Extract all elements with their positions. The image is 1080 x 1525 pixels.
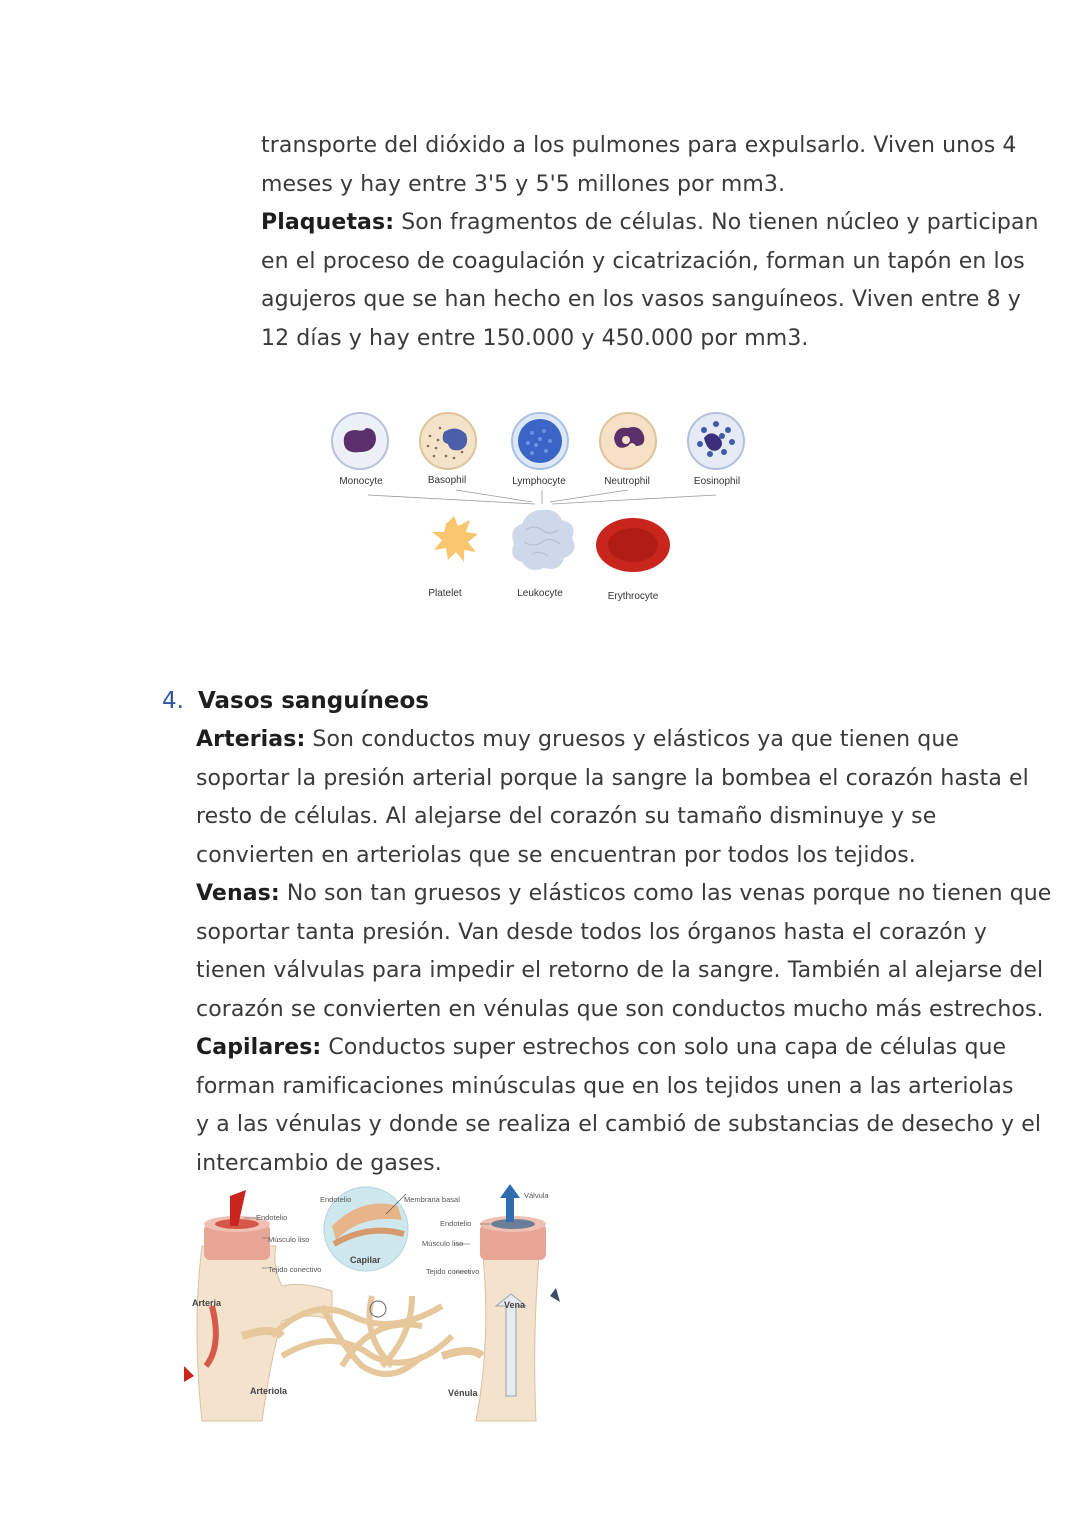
label-membrana-basal: Membrana basal	[404, 1195, 460, 1204]
label-musculo-liso-left: Músculo liso	[268, 1235, 310, 1244]
text-fragment: No son tan gruesos y elásticos como las venas porque no tienen que	[279, 881, 1052, 906]
text-fragment: Son conductos muy gruesos y elásticos ya que tienen que	[305, 727, 960, 752]
text-line	[196, 1029, 1051, 1068]
text-line: soportar la presión arterial porque la sangre la bombea el corazón hasta el	[196, 765, 1029, 791]
section-heading	[162, 688, 429, 714]
platelet-cell	[432, 516, 478, 562]
text-line: resto de células. Al alejarse del corazón su tamaño disminuye y se	[196, 804, 937, 829]
text-line: y a las vénulas y donde se realiza el cambió de substancias de desecho y el	[196, 1112, 1042, 1137]
blood-cells-figure	[320, 400, 760, 615]
term-venas: Venas:	[196, 881, 280, 906]
label-erythrocyte: Erythrocyte	[607, 591, 659, 602]
text-line: 12 días y hay entre 150.000 y 450.000 por mm3.	[261, 325, 809, 351]
term-arterias: Arterias:	[196, 727, 306, 752]
text-line: forman ramificaciones minúsculas que en los tejidos unen a las arteriolas	[196, 1073, 1014, 1099]
text-line: agujeros que se han hecho en los vasos sanguíneos. Viven entre 8 y	[261, 287, 1021, 312]
label-leukocyte: Leukocyte	[517, 588, 563, 599]
label-capilar: Capilar	[350, 1255, 381, 1265]
label-tejido-conectivo-left: Tejido conectivo	[268, 1265, 322, 1274]
connector-lines	[368, 490, 716, 504]
label-platelet: Platelet	[428, 588, 462, 599]
label-arteria: Arteria	[192, 1298, 222, 1308]
term-plaquetas: Plaquetas:	[261, 210, 395, 235]
text-line	[196, 721, 1051, 760]
section-number: 4.	[162, 688, 184, 714]
label-endotelio-right: Endotelio	[440, 1219, 472, 1228]
text-line: corazón se convierten en vénulas que son conductos mucho más estrechos.	[196, 996, 1044, 1022]
label-neutrophil: Neutrophil	[604, 476, 650, 487]
lymphocyte-cell	[512, 413, 568, 469]
label-lymphocyte: Lymphocyte	[512, 476, 566, 487]
text-fragment: Conductos super estrechos con solo una capa de células que	[321, 1035, 1007, 1060]
text-line: en el proceso de coagulación y cicatrización, forman un tapón en los	[261, 248, 1025, 274]
text-line	[196, 875, 1051, 914]
label-endotelio-top: Endotelio	[320, 1195, 352, 1204]
venule-vessel	[442, 1351, 482, 1356]
neutrophil-cell	[600, 413, 656, 469]
text-fragment: Son fragmentos de células. No tienen núcleo y participan	[394, 210, 1039, 235]
text-line: tienen válvulas para impedir el retorno de la sangre. También al alejarse del	[196, 958, 1044, 983]
text-line: transporte del dióxido a los pulmones para expulsarlo. Viven unos 4	[261, 133, 1017, 158]
term-capilares: Capilares:	[196, 1035, 322, 1060]
blood-vessels-figure	[172, 1186, 572, 1421]
label-basophil: Basophil	[427, 475, 467, 486]
vessels-paragraph	[196, 721, 1051, 1183]
eosinophil-cell	[688, 413, 744, 469]
label-eosinophil: Eosinophil	[693, 476, 741, 487]
label-arteriola: Arteriola	[250, 1386, 288, 1396]
blood-cells-paragraph	[261, 127, 1039, 358]
leukocyte-cell	[512, 510, 574, 570]
text-line: convierten en arteriolas que se encuentran por todos los tejidos.	[196, 842, 916, 868]
monocyte-cell	[332, 413, 388, 469]
basophil-cell	[420, 413, 476, 469]
text-line: soportar tanta presión. Van desde todos los órganos hasta el corazón y	[196, 919, 988, 945]
label-tejido-conectivo-right: Tejido conectivo	[426, 1267, 480, 1276]
text-line	[261, 204, 1039, 243]
label-musculo-liso-right: Músculo liso	[422, 1239, 464, 1248]
label-vena: Vena	[504, 1300, 526, 1310]
text-line: meses y hay entre 3'5 y 5'5 millones por mm3.	[261, 171, 786, 197]
text-line: intercambio de gases.	[196, 1150, 442, 1176]
label-valvula: Válvula	[524, 1191, 549, 1200]
label-monocyte: Monocyte	[339, 476, 383, 487]
erythrocyte-cell	[596, 518, 670, 572]
label-endotelio-left: Endotelio	[256, 1213, 288, 1222]
label-venula: Vénula	[448, 1388, 478, 1398]
section-title: Vasos sanguíneos	[197, 688, 429, 714]
